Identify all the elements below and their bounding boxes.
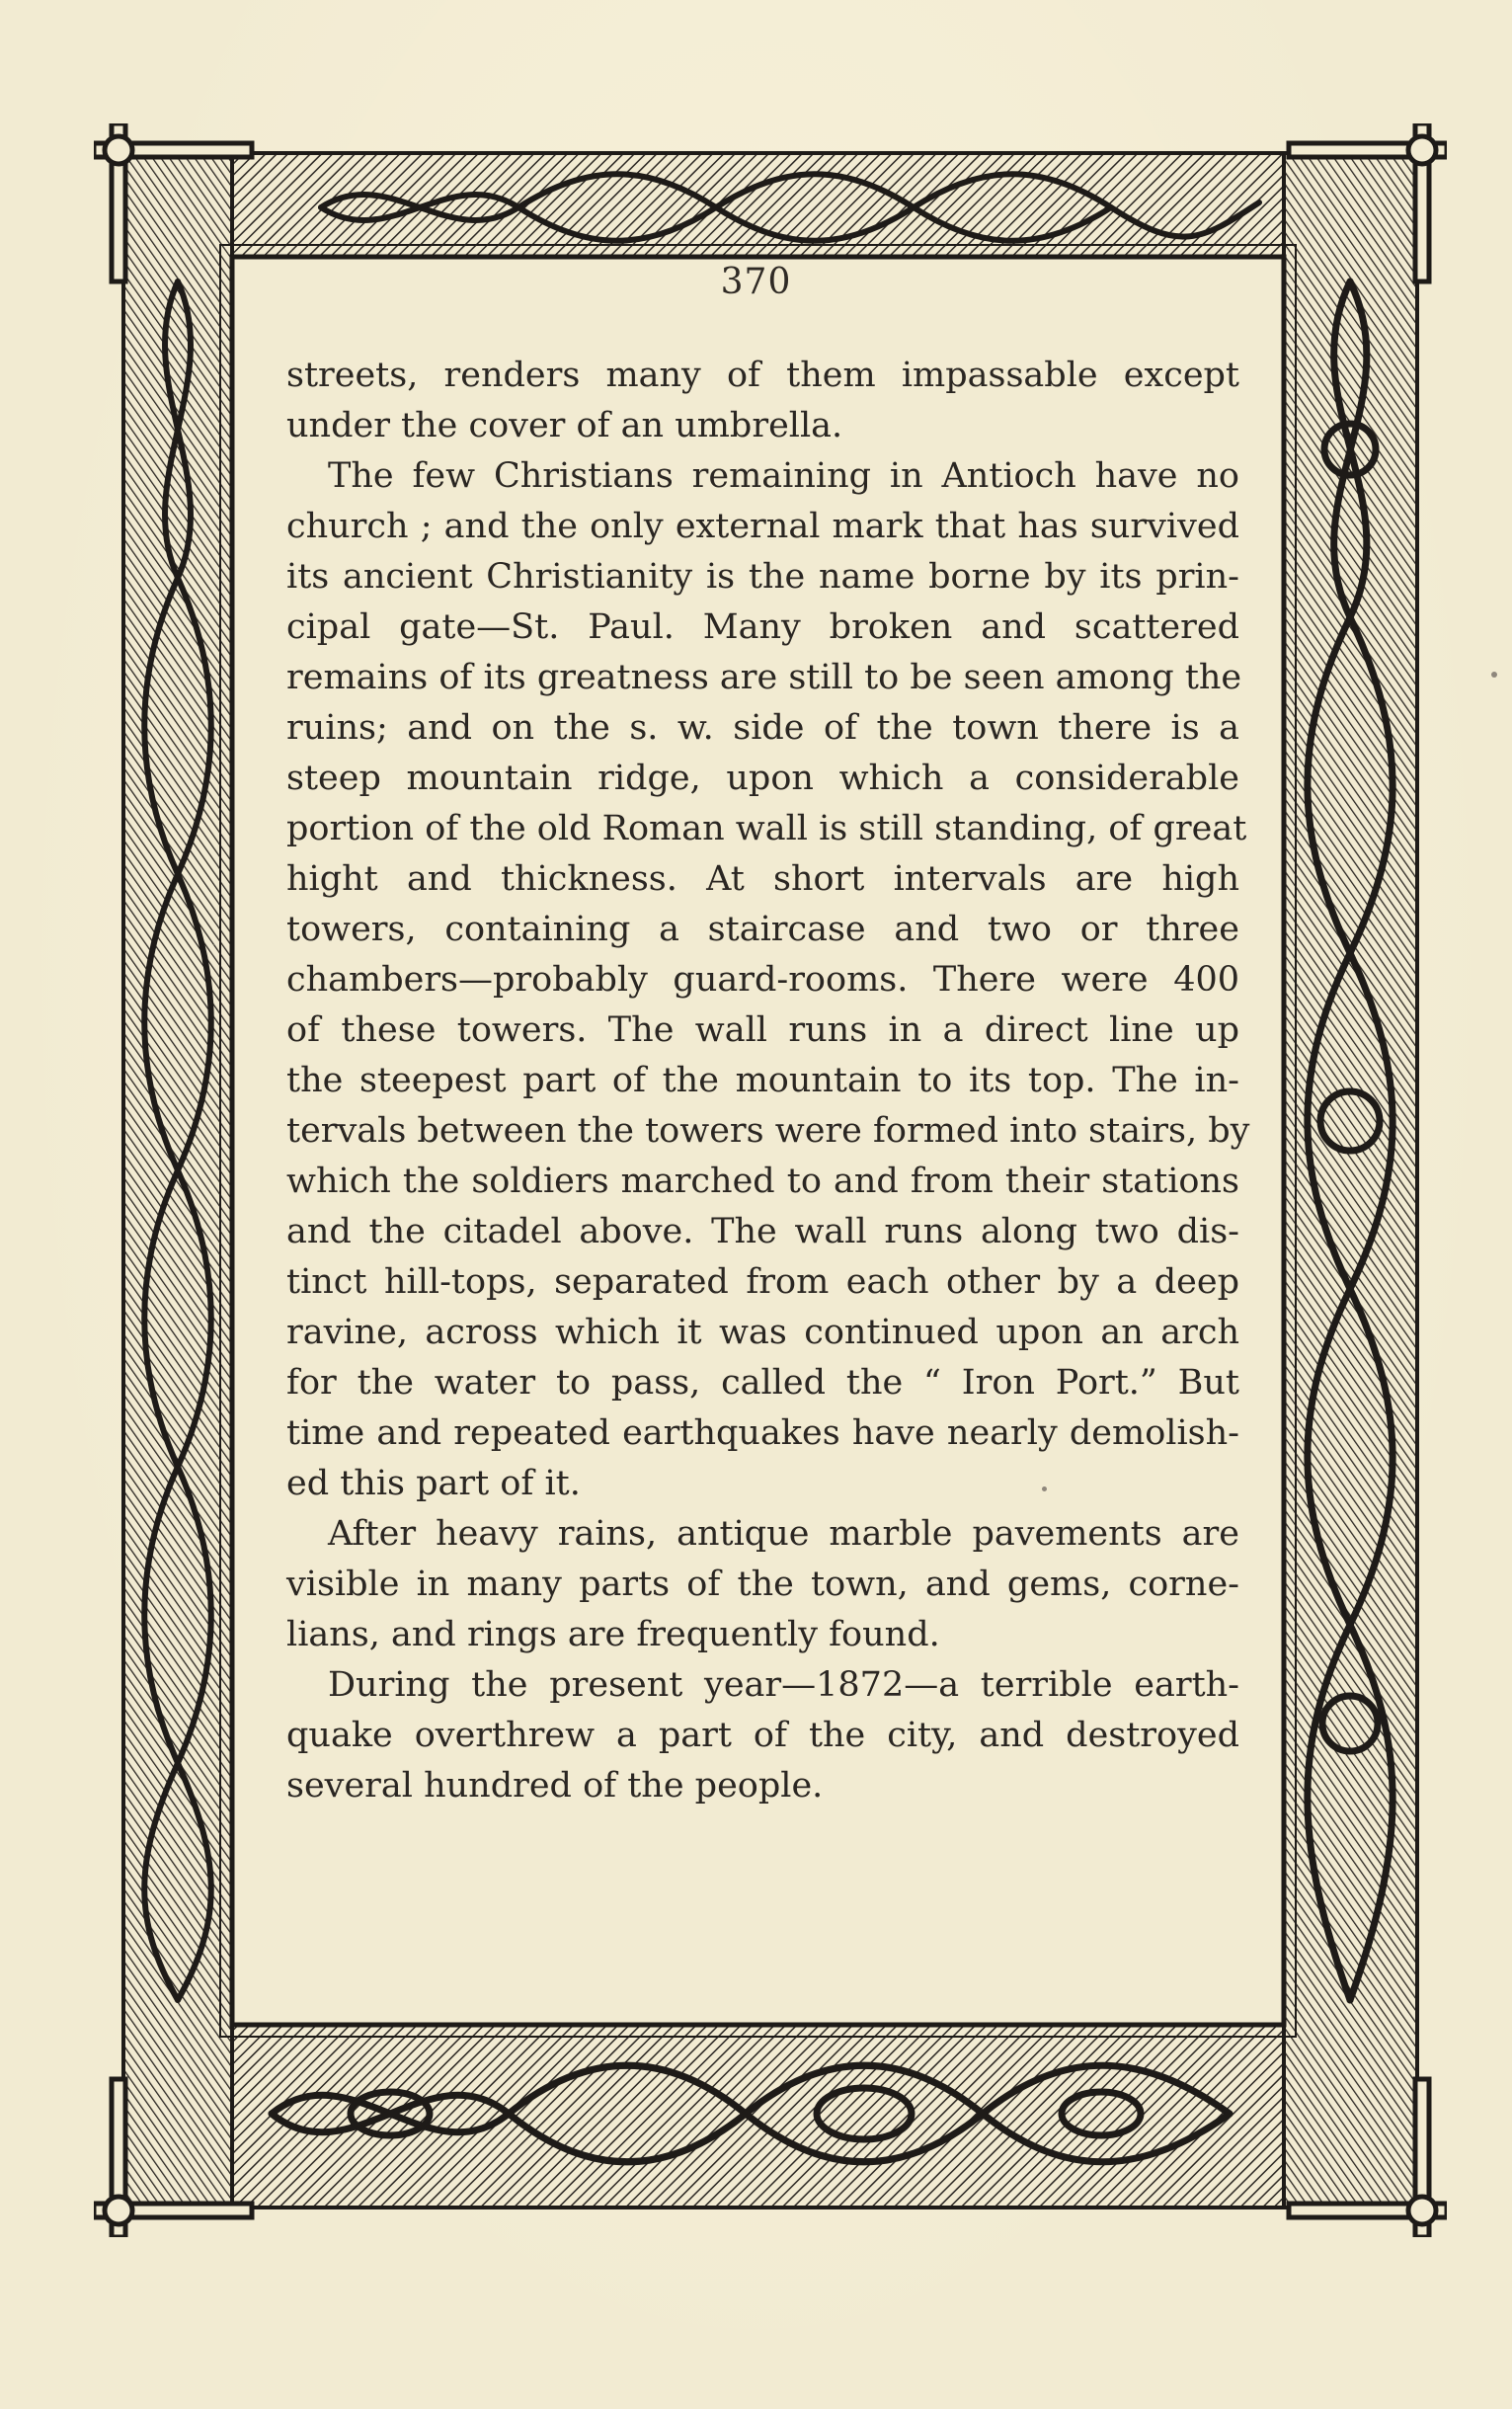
text-line: streets, renders many of them impassable except	[286, 356, 1239, 395]
text-line: cipal gate—St. Paul. Many broken and scattered	[286, 607, 1239, 647]
text-line: time and repeated earthquakes have nearly demolish-	[286, 1413, 1239, 1453]
text-line: chambers—probably guard-rooms. There were 400	[286, 960, 1239, 1000]
text-line: under the cover of an umbrella.	[286, 406, 843, 445]
page-number: 370	[720, 262, 792, 302]
text-line: which the soldiers marched to and from their stations	[286, 1162, 1239, 1201]
text-line: The few Christians remaining in Antioch have no	[328, 456, 1239, 496]
text-line: and the citadel above. The wall runs along two dis-	[286, 1212, 1239, 1251]
body-text	[286, 351, 1250, 1811]
text-line: hight and thickness. At short intervals are high	[286, 859, 1239, 899]
text-line: the steepest part of the mountain to its top. The in-	[286, 1061, 1239, 1100]
ink-speck	[1491, 672, 1497, 678]
text-line: ruins; and on the s. w. side of the town there is a	[286, 708, 1239, 748]
text-line: its ancient Christianity is the name borne by its prin-	[286, 557, 1239, 597]
text-line: portion of the old Roman wall is still standing, of great	[286, 809, 1247, 848]
text-line: ed this part of it.	[286, 1464, 581, 1503]
text-line: tinct hill-tops, separated from each other by a deep	[286, 1262, 1239, 1302]
text-line: for the water to pass, called the “ Iron Port.” But	[286, 1363, 1239, 1403]
ink-speck	[1042, 1486, 1047, 1491]
text-line: After heavy rains, antique marble pavements are	[328, 1514, 1239, 1554]
text-line: During the present year—1872—a terrible earth-	[328, 1665, 1239, 1705]
text-line: steep mountain ridge, upon which a considerable	[286, 759, 1239, 798]
text-line: of these towers. The wall runs in a direct line up	[286, 1010, 1239, 1050]
text-line: ravine, across which it was continued upon an arch	[286, 1313, 1239, 1352]
text-line: remains of its greatness are still to be seen among the	[286, 658, 1242, 697]
text-line: tervals between the towers were formed into stairs, by	[286, 1111, 1250, 1151]
text-line: quake overthrew a part of the city, and destroyed	[286, 1716, 1239, 1755]
text-line: lians, and rings are frequently found.	[286, 1615, 940, 1654]
text-line: towers, containing a staircase and two or three	[286, 910, 1239, 949]
text-line: church ; and the only external mark that has survived	[286, 507, 1239, 546]
text-line: visible in many parts of the town, and gems, corne-	[286, 1565, 1239, 1604]
text-line: several hundred of the people.	[286, 1766, 824, 1806]
